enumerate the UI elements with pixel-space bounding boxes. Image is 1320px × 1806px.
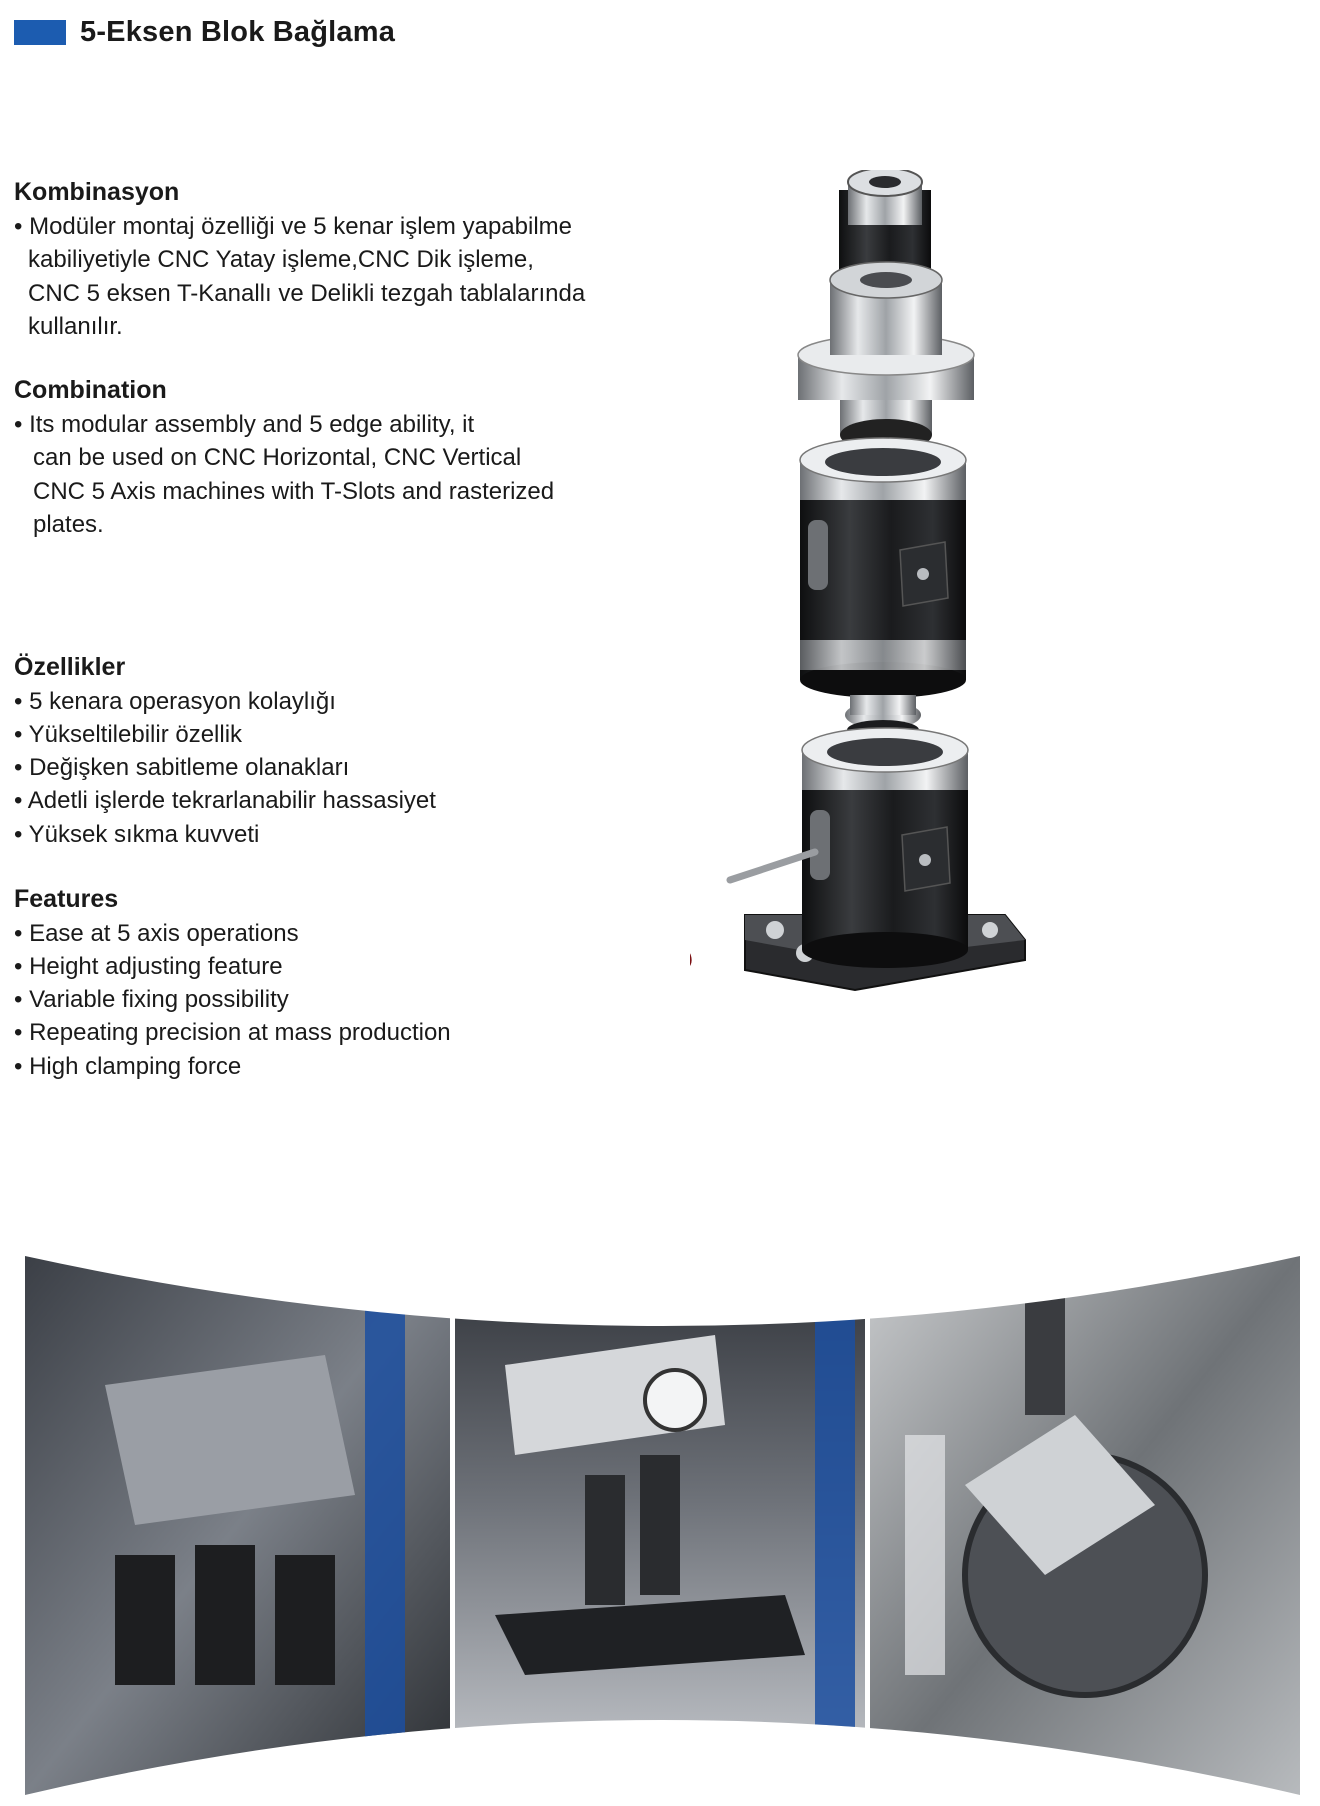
heading-combination: Combination bbox=[14, 376, 167, 404]
upper-cylinder bbox=[800, 438, 966, 698]
list-item: • Yüksek sıkma kuvveti bbox=[14, 820, 260, 848]
list-item: • Değişken sabitleme olanakları bbox=[14, 754, 350, 782]
text-line: • Modüler montaj özelliği ve 5 kenar işlem yapabilme bbox=[14, 212, 572, 240]
section-combination bbox=[14, 374, 634, 542]
block-clamp bbox=[195, 1545, 255, 1685]
title-accent-block bbox=[14, 20, 66, 45]
list-item: • Ease at 5 axis operations bbox=[14, 919, 299, 947]
heading-ozellikler: Özellikler bbox=[14, 653, 126, 681]
upper-adapter bbox=[798, 262, 974, 451]
heading-features: Features bbox=[14, 885, 119, 913]
section-ozellikler bbox=[14, 651, 436, 851]
text-line: CNC 5 Axis machines with T-Slots and rasterized bbox=[33, 477, 555, 505]
list-item: • Height adjusting feature bbox=[14, 952, 283, 980]
heading-kombinasyon: Kombinasyon bbox=[14, 178, 180, 206]
section-kombinasyon bbox=[14, 176, 654, 344]
kombinasyon-text bbox=[14, 210, 654, 344]
block-clamp bbox=[275, 1555, 335, 1685]
list-item: • Repeating precision at mass production bbox=[14, 1019, 451, 1047]
section-features bbox=[14, 883, 451, 1083]
list-item: • Variable fixing possibility bbox=[14, 986, 289, 1014]
page-header bbox=[14, 15, 395, 49]
ozellikler-list bbox=[14, 685, 436, 851]
combination-text bbox=[14, 408, 634, 542]
spindle bbox=[1025, 1275, 1065, 1415]
list-item: • 5 kenara operasyon kolaylığı bbox=[14, 687, 336, 715]
text-line: CNC 5 eksen T-Kanallı ve Delikli tezgah tablalarında bbox=[28, 279, 586, 307]
text-line: plates. bbox=[33, 511, 104, 538]
page-title: 5-Eksen Blok Bağlama bbox=[80, 15, 396, 48]
text-line: • Its modular assembly and 5 edge ability, it bbox=[14, 410, 475, 438]
list-item: • Adetli işlerde tekrarlanabilir hassasiyet bbox=[14, 787, 436, 815]
list-item: • Yükseltilebilir özellik bbox=[14, 720, 243, 748]
block-clamp bbox=[115, 1555, 175, 1685]
workpiece bbox=[105, 1355, 355, 1525]
text-line: can be used on CNC Horizontal, CNC Vertical bbox=[33, 444, 522, 471]
features-list bbox=[14, 917, 451, 1083]
product-illustration bbox=[690, 170, 1210, 1170]
block-clamp bbox=[640, 1455, 680, 1595]
text-line: kabiliyetiyle CNC Yatay işleme,CNC Dik işleme, bbox=[28, 246, 534, 273]
text-line: kullanılır. bbox=[28, 313, 123, 340]
list-item: • High clamping force bbox=[14, 1052, 242, 1080]
application-photos bbox=[25, 1255, 1300, 1795]
block-clamp bbox=[585, 1475, 625, 1605]
